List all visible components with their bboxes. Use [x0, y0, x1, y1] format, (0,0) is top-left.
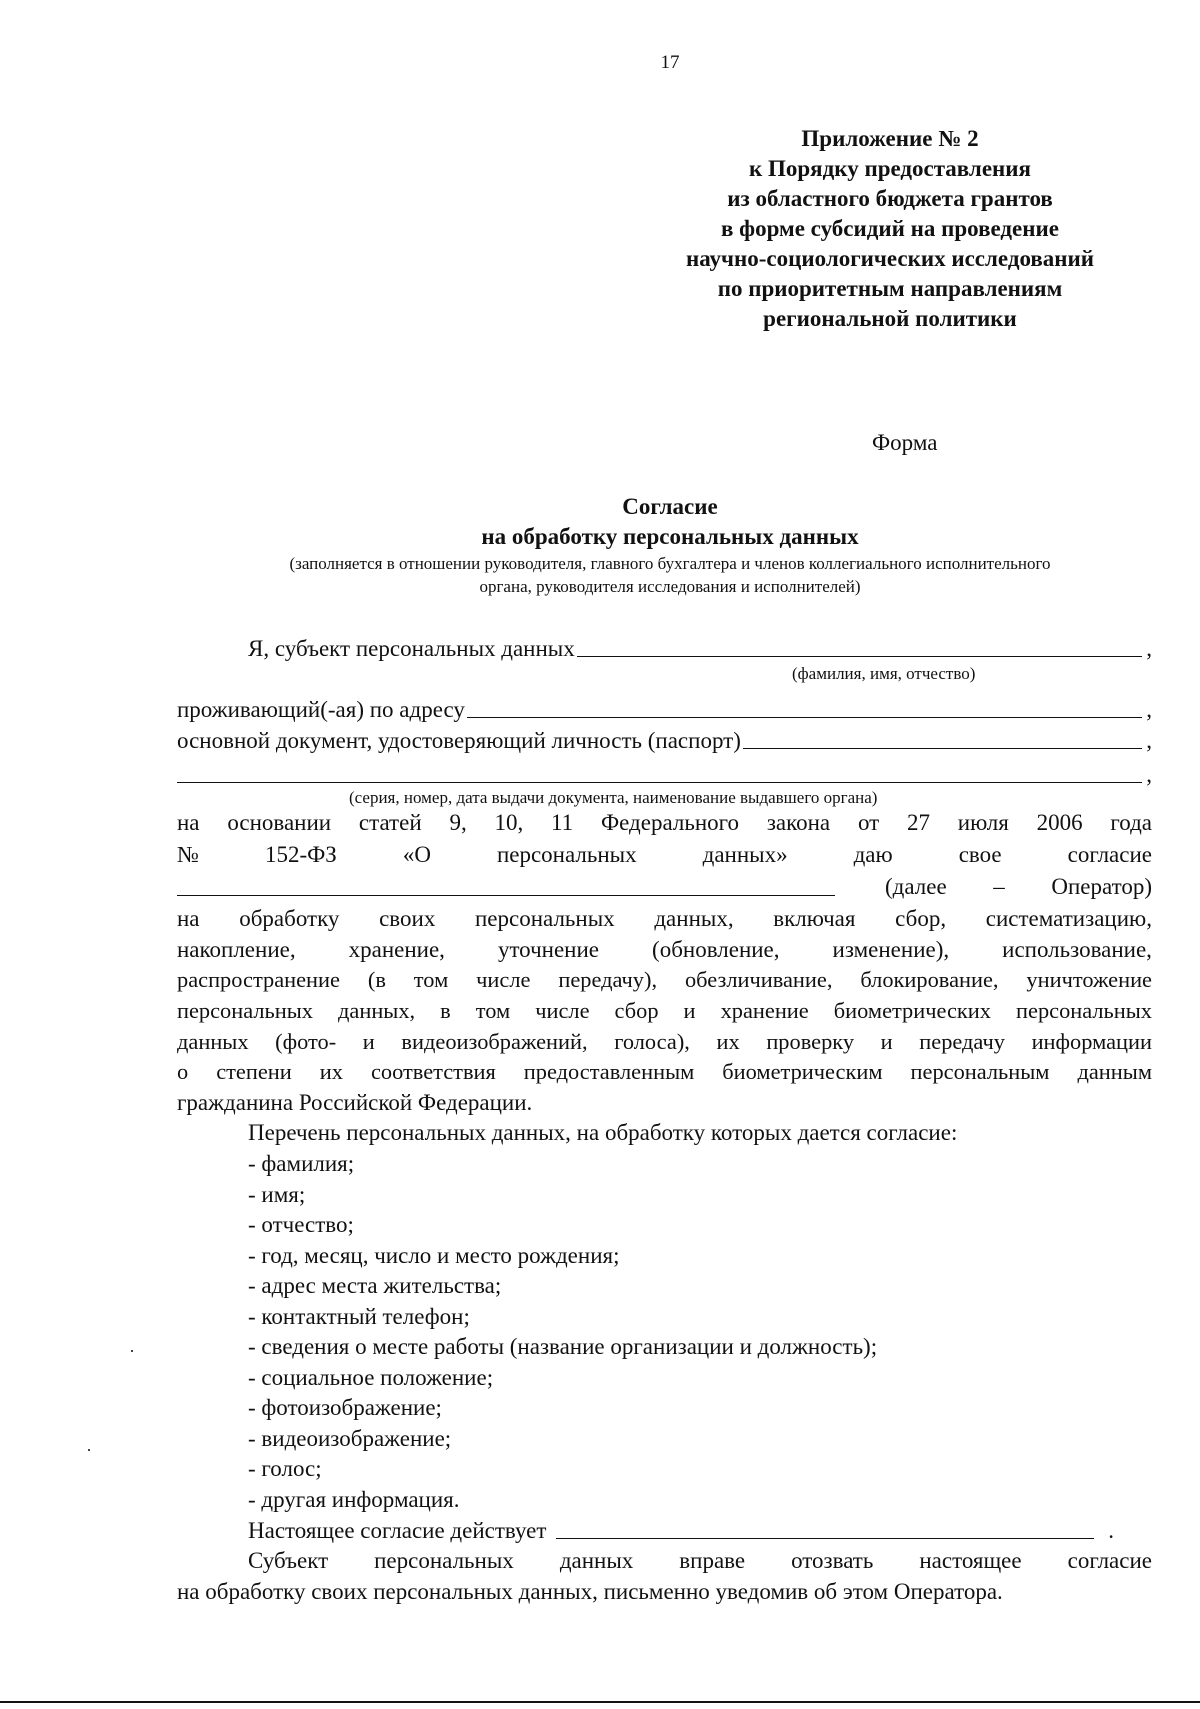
document-details-comma: , — [1146, 762, 1152, 787]
word: 27 — [907, 810, 930, 835]
appendix-line: научно-социологических исследований — [685, 246, 1095, 271]
list-item: - социальное положение; — [248, 1365, 494, 1390]
identity-document-field[interactable] — [177, 726, 1152, 754]
word: хранение, — [348, 937, 445, 962]
word: данных — [559, 1548, 634, 1573]
validity-blank[interactable] — [556, 1537, 1094, 1539]
appendix-line: к Порядку предоставления — [749, 156, 1031, 181]
appendix-line: Приложение № 2 — [801, 126, 979, 151]
word: (далее — [885, 874, 947, 899]
list-item: - адрес места жительства; — [248, 1273, 502, 1298]
word: года — [1110, 810, 1152, 835]
validity-label: Настоящее согласие действует — [248, 1518, 547, 1543]
title-line: Согласие — [622, 494, 718, 519]
list-item: - сведения о месте работы (название организации и должность); — [248, 1334, 878, 1359]
word: Субъект — [248, 1548, 329, 1573]
word: использование, — [1002, 937, 1152, 962]
scan-bottom-edge — [0, 1701, 1200, 1703]
document-details-caption: (серия, номер, дата выдачи документа, наименование выдавшего органа) — [349, 788, 878, 807]
word: июля — [957, 810, 1009, 835]
appendix-line: региональной политики — [763, 306, 1017, 331]
processing-line-4: персональных данных, в том числе сбор и хранение биометрических персональных — [177, 998, 1152, 1023]
address-field[interactable] — [177, 695, 1152, 723]
validity-field[interactable] — [248, 1516, 1114, 1544]
word: персональных — [496, 842, 637, 867]
processing-line-7: гражданина Российской Федерации. — [177, 1090, 533, 1115]
word: статей — [358, 810, 422, 835]
word: закона — [766, 810, 831, 835]
appendix-line: из областного бюджета грантов — [727, 186, 1053, 211]
word: 9, — [449, 810, 467, 835]
subject-label: Я, субъект персональных данных — [248, 636, 575, 661]
document-details-blank[interactable] — [177, 781, 1142, 783]
word: на — [177, 906, 200, 931]
word: своих — [379, 906, 436, 931]
list-item: - фамилия; — [248, 1151, 355, 1176]
processing-line-3: распространение (в том числе передачу), обезличивание, блокирование, уничтожение — [177, 967, 1152, 992]
revoke-line-1 — [248, 1546, 1152, 1576]
list-item: - видеоизображение; — [248, 1426, 452, 1451]
subject-caption: (фамилия, имя, отчество) — [792, 664, 976, 683]
word: даю — [853, 842, 893, 867]
validity-period: . — [1108, 1518, 1114, 1543]
address-blank[interactable] — [467, 716, 1142, 718]
word: 10, — [494, 810, 524, 835]
word: Федерального — [600, 810, 740, 835]
appendix-line: в форме субсидий на проведение — [721, 216, 1059, 241]
word: согласие — [1067, 842, 1152, 867]
identity-document-comma: , — [1146, 728, 1152, 753]
word: персональных — [374, 1548, 514, 1573]
revoke-line-2: на обработку своих персональных данных, письменно уведомив об этом Оператора. — [177, 1579, 1003, 1604]
processing-line-5: данных (фото- и видеоизображений, голоса), их проверку и передачу информации — [177, 1029, 1152, 1054]
scan-speck — [88, 1449, 90, 1451]
word: 152-ФЗ — [264, 842, 337, 867]
word: персональных — [475, 906, 615, 931]
word: от — [857, 810, 880, 835]
identity-document-label: основной документ, удостоверяющий личность (паспорт) — [177, 728, 741, 753]
word: изменение), — [832, 937, 950, 962]
processing-line-2 — [177, 935, 1152, 965]
processing-line-1 — [177, 904, 1152, 934]
form-body — [177, 0, 1152, 1709]
scan-speck — [131, 1350, 133, 1352]
word: данных» — [702, 842, 788, 867]
list-item: - год, месяц, число и место рождения; — [248, 1243, 620, 1268]
subject-name-field[interactable] — [248, 634, 1152, 662]
subject-comma: , — [1146, 636, 1152, 661]
word: Оператор) — [1051, 874, 1152, 899]
form-label: Форма — [872, 430, 938, 455]
word: отозвать — [791, 1548, 874, 1573]
address-comma: , — [1146, 697, 1152, 722]
word: – — [993, 874, 1005, 899]
word: согласие — [1067, 1548, 1152, 1573]
word: 11 — [551, 810, 574, 835]
word: накопление, — [177, 937, 296, 962]
address-label: проживающий(-ая) по адресу — [177, 697, 465, 722]
operator-name-blank[interactable] — [177, 894, 835, 896]
list-item: - фотоизображение; — [248, 1395, 442, 1420]
page-number: 17 — [660, 52, 680, 73]
word: обработку — [239, 906, 340, 931]
processing-line-6: о степени их соответствия предоставленным биометрическим персональным данным — [177, 1059, 1152, 1084]
list-item: - отчество; — [248, 1212, 354, 1237]
title-line: на обработку персональных данных — [481, 524, 859, 549]
note-line: органа, руководителя исследования и исполнителей) — [479, 577, 861, 596]
identity-document-blank[interactable] — [743, 747, 1142, 749]
word: данных, — [654, 906, 734, 931]
word: настоящее — [919, 1548, 1022, 1573]
basis-line-1 — [177, 808, 1152, 838]
list-item: - имя; — [248, 1182, 306, 1207]
operator-name-field[interactable] — [177, 873, 837, 901]
appendix-line: по приоритетным направлениям — [717, 276, 1063, 301]
word: включая — [773, 906, 856, 931]
word: основании — [227, 810, 332, 835]
word: «О — [402, 842, 431, 867]
word: вправе — [679, 1548, 746, 1573]
note-line: (заполняется в отношении руководителя, главного бухгалтера и членов коллегиального исполнительного — [289, 554, 1051, 573]
list-item: - голос; — [248, 1456, 322, 1481]
word: 2006 — [1036, 810, 1083, 835]
basis-line-2 — [177, 840, 1152, 870]
word: систематизацию, — [985, 906, 1152, 931]
document-details-field[interactable] — [177, 760, 1152, 788]
operator-alias — [885, 872, 1152, 902]
word: уточнение — [497, 937, 600, 962]
word: на — [177, 810, 200, 835]
list-item: - другая информация. — [248, 1487, 460, 1512]
list-intro: Перечень персональных данных, на обработку которых дается согласие: — [248, 1120, 958, 1145]
word: № — [177, 842, 199, 867]
list-item: - контактный телефон; — [248, 1304, 470, 1329]
word: свое — [958, 842, 1002, 867]
word: (обновление, — [652, 937, 780, 962]
word: сбор, — [895, 906, 947, 931]
subject-name-blank[interactable] — [577, 655, 1142, 657]
